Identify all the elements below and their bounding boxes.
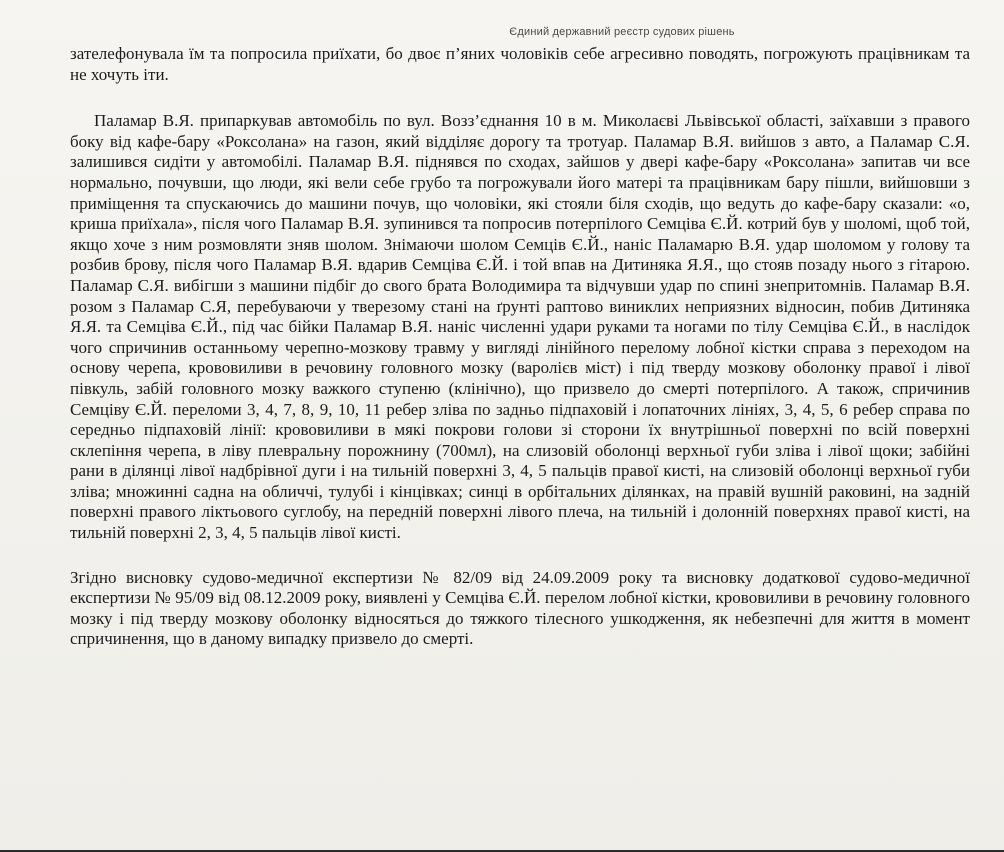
paragraph-2: Паламар В.Я. припаркував автомобіль по вул. Возз’єднання 10 в м. Миколаєві Львівської області, заїхавши з правого боку від кафе-бару «Роксолана» на газон, який відділяє дорогу та тротуар. Паламар В.Я. вийшов з авто, а Паламар С.Я. залишився сидіти у автомобілі. Паламар В.Я. піднявся по сходах, зайшов у двері кафе-бару «Роксолана» запитав чи все нормально, почувши, що люди, які вели себе грубо та погрожували його матері та працівникам бару пішли, вийшовши з приміщення та спускаючись до машини почув, що чоловіки, які стояли біля сходів, що ведуть до кафе-бару сказали: «о, криша приїхала», після чого Паламар В.Я. зупинився та попросив потерпілого Семціва Є.Й. котрий був у шоломі, щоб той, якщо хоче з ним розмовляти зняв шолом. Знімаючи шолом Семців Є.Й., наніс Паламарю В.Я. удар шоломом у голову та розбив брову, після чого Паламар В.Я. вдарив Семціва Є.Й. і той впав на Дитиняка Я.Я., що стояв позаду нього з гітарою. Паламар С.Я. вибігши з машини підбіг до свого брата Володимира та відчувши удар по спині знепритомнів. Паламар В.Я. розом з Паламар С.Я, перебуваючи у тверезому стані на ґрунті раптово виниклих неприязних відносин, побив Дитиняка Я.Я. та Семціва Є.Й., під час бійки Паламар В.Я. наніс численні удари руками та ногами по тілу Семціва Є.Й., в наслідок чого спричинив останньому черепно-мозкову травму у вигляді лінійного перелому лобної кістки справа з переходом на основу черепа, крововиливи в речовину головного мозку (варолієв міст) і під тверду мозкову оболонку правої і лівої півкуль, забій головного мозку важкого ступеню (клінічно), що призвело до смерті потерпілого. А також, спричинив Семціву Є.Й. переломи 3, 4, 7, 8, 9, 10, 11 ребер зліва по задньо підпаховій і лопаточних лініях, 3, 4, 5, 6 ребер справа по середньо підпаховій лінії: крововиливи в мякі покрови голови зі сторони їх внутрішньої поверхні по всій поверхні склепіння черепа, в ліву плевральну порожнину (700мл), на слизовій оболонці верхньої губи зліва і лівої щоки; забійні рани в ділянці лівої надбрівної дуги і на тильній поверхні 3, 4, 5 пальців правої кисті, на слизовій оболонці верхньої губи зліва; множинні садна на обличчі, тулубі і кінцівках; синці в орбітальних ділянках, на правій вушній раковині, на задній поверхні правого ліктьового суглобу, на передній поверхні лівого плеча, на тильній і долонній поверхнях правої кисті, на тильній поверхні 2, 3, 4, 5 пальців лівої кисті. (70, 111, 970, 543)
registry-title: Єдиний державний реєстр судових рішень (509, 26, 735, 38)
document-body (70, 44, 970, 650)
paragraph-3: Згідно висновку судово-медичної експертизи № 82/09 від 24.09.2009 року та висновку додаткової судово-медичної експертизи № 95/09 від 08.12.2009 року, виявлені у Семціва Є.Й. перелом лобної кістки, крововиливи в речовину головного мозку і під тверду мозкову оболонку відносяться до тяжкого тілесного ушкодження, як небезпечні для життя в момент спричинення, що в даному випадку призвело до смерті. (70, 567, 970, 649)
page-header (0, 26, 1004, 38)
paragraph-1: зателефонувала їм та попросила приїхати, бо двоє п’яних чоловіків себе агресивно поводять, погрожують працівникам та не хочуть іти. (70, 44, 970, 84)
